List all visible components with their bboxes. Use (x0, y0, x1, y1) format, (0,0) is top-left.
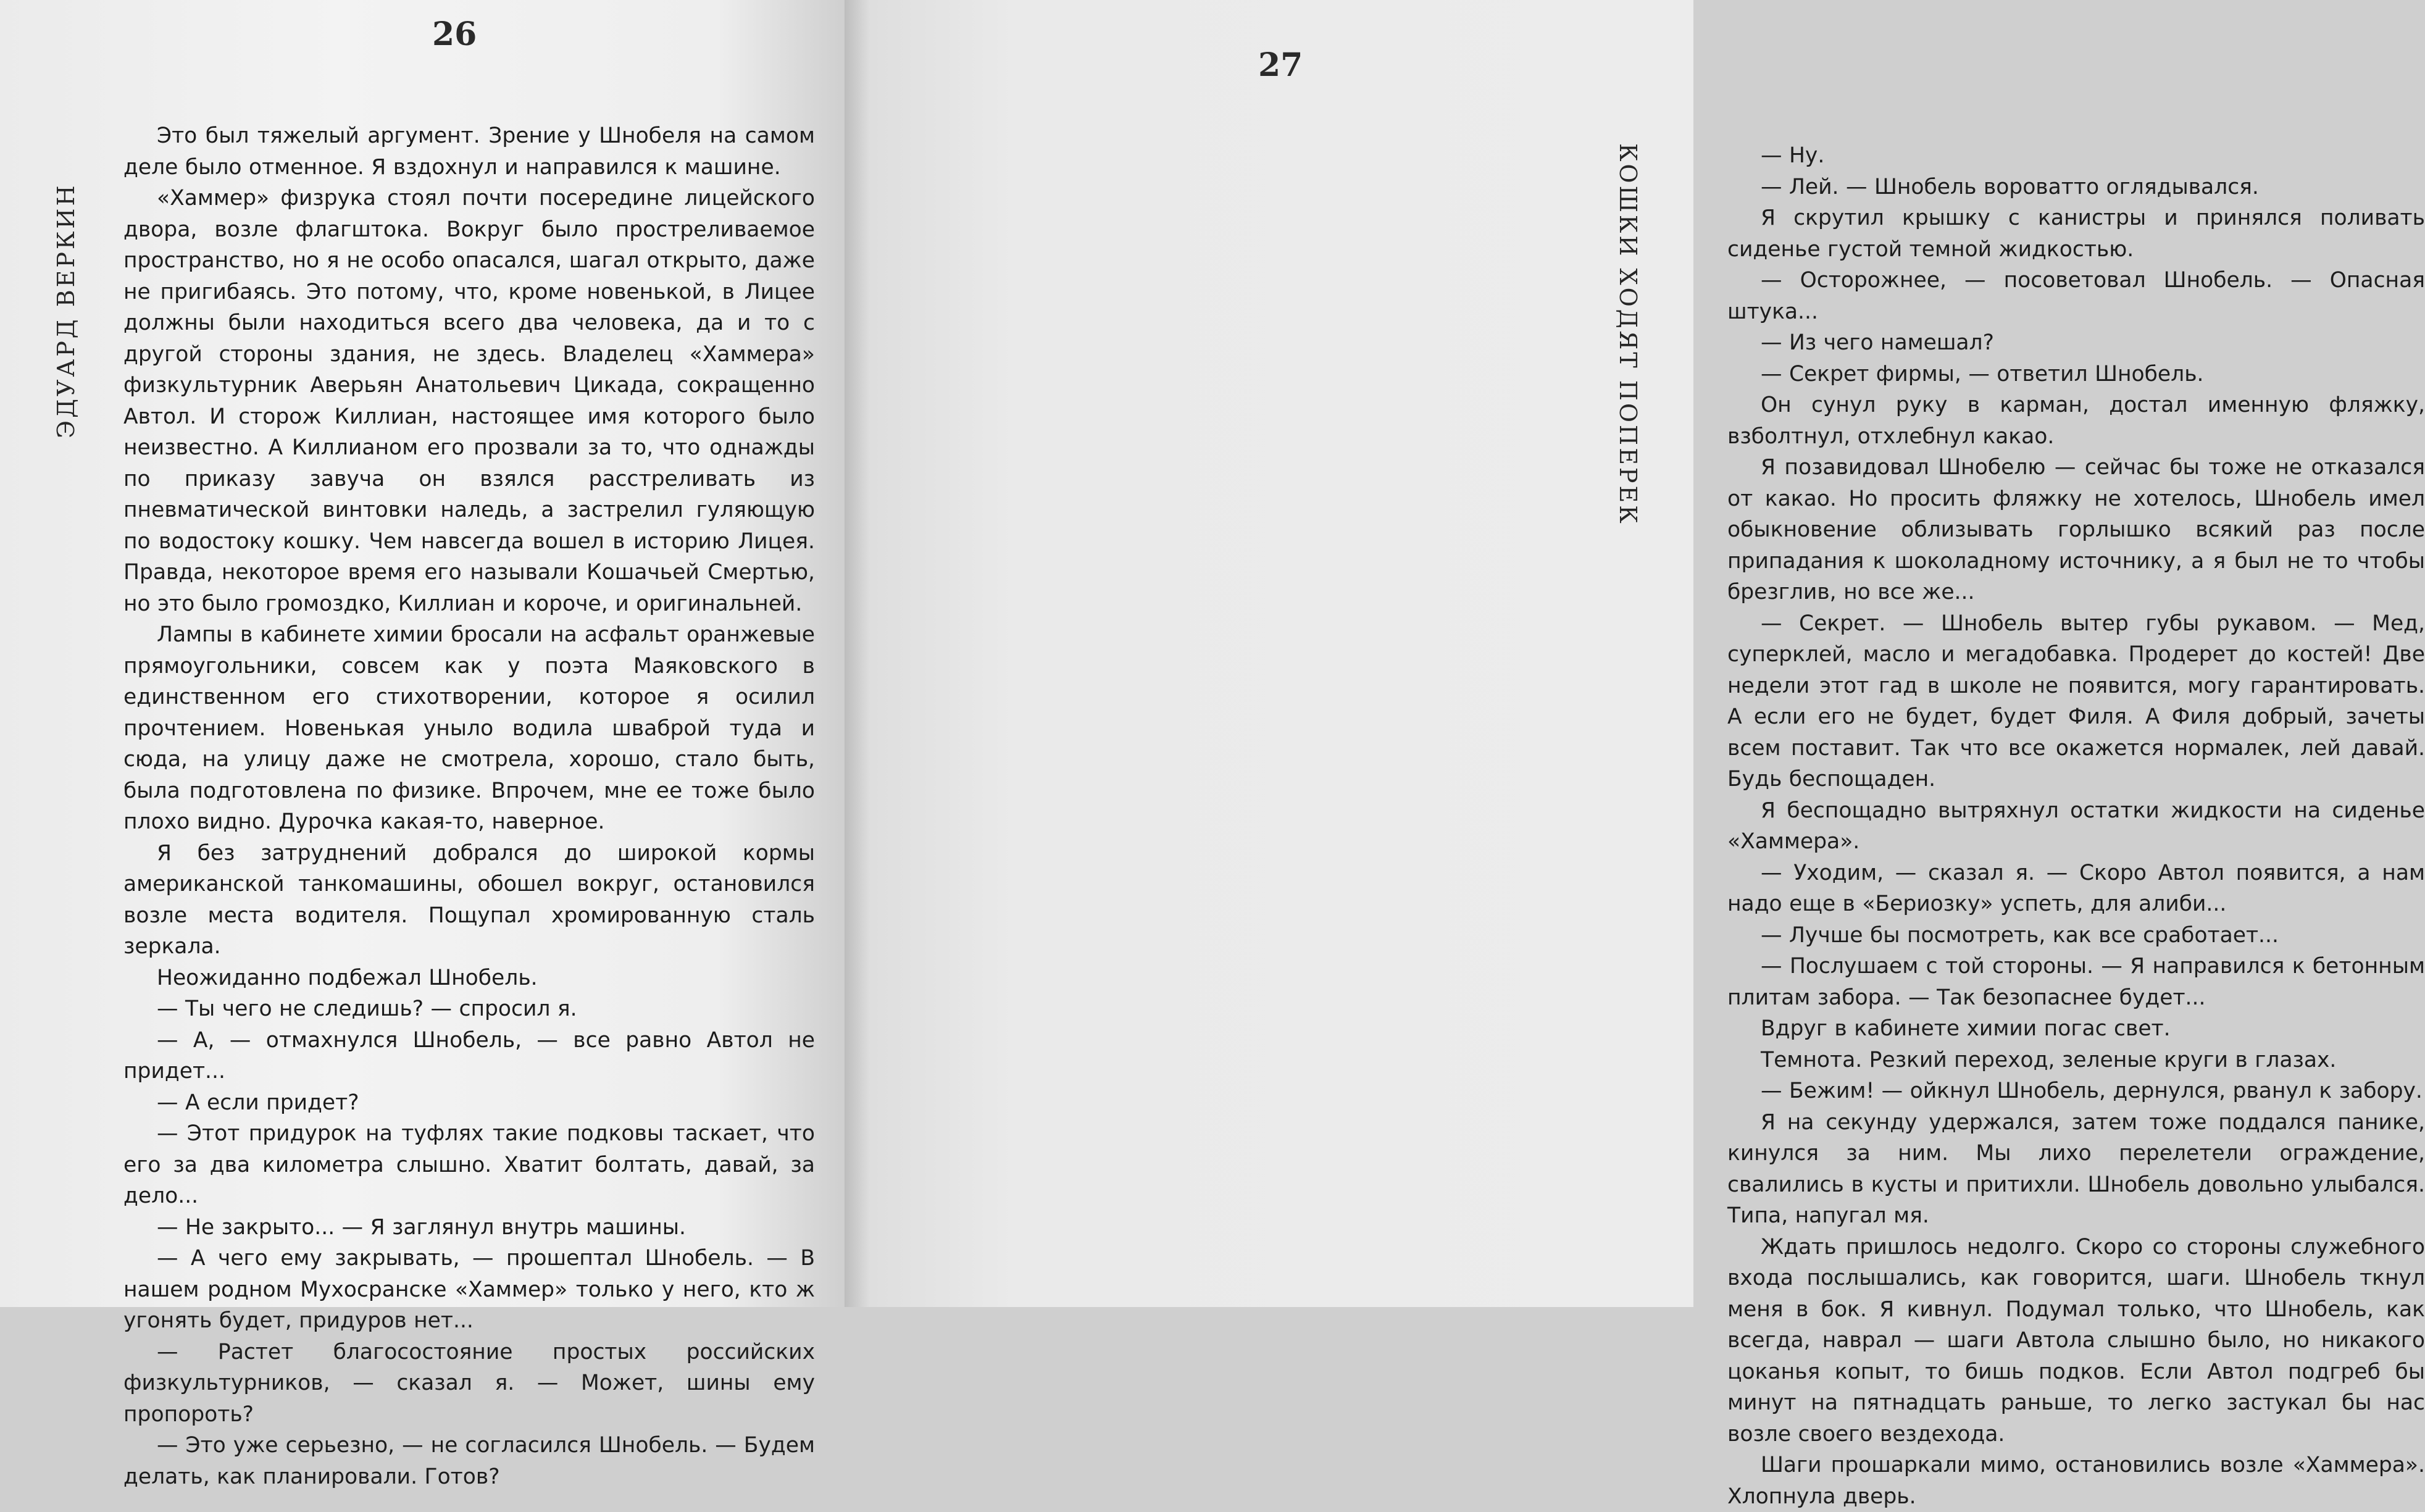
paragraph: — Бежим! — ойкнул Шнобель, дернулся, рванул к забору. (1761, 1079, 2423, 1103)
paragraph: Он сунул руку в карман, достал именную фляжку, взболтнул, отхлебнул какао. (1727, 393, 2425, 449)
running-head-author: ЭДУАРД ВЕРКИН (52, 183, 80, 438)
paragraph: — А чего ему закрывать, — прошептал Шнобель. — В нашем родном Мухосранске «Хаммер» только у него, кто ж угонять будет, придуров нет... (123, 1246, 815, 1333)
paragraph: — Из чего намешал? (1761, 330, 1994, 355)
paragraph: — Осторожнее, — посоветовал Шнобель. — Опасная штука... (1727, 268, 2425, 324)
paragraph: — А если придет? (157, 1090, 359, 1115)
paragraph: «Хаммер» физрука стоял почти посередине лицейского двора, возле флагштока. Вокруг было простреливаемое пространство, но я не особо опасался, шагал открыто, даже не пригибаясь. Это потому, что, кроме новенькой, в Лицее должны были находиться всего два человека, да и то с другой стороны здания, не здесь. Владелец «Хаммера» физкультурник Аверьян Анатольевич Цикада, сокращенно Автол. И сторож Киллиан, настоящее имя которого было неизвестно. А Киллианом его прозвали за то, что однажды по приказу завуча он взялся расстреливать из пневматической винтовки наледь, а застрелил гуляющую по водостоку кошку. Чем навсегда вошел в историю Лицея. Правда, некоторое время его называли Кошачьей Смертью, но это было громоздко, Киллиан и короче, и оригинальней. (123, 186, 815, 616)
paragraph: Я позавидовал Шнобелю — сейчас бы тоже не отказался от какао. Но просить фляжку не хотелось, Шнобель имел обыкновение облизывать горлышко всякий раз после припадания к шоколадному источнику, а я был не то чтобы брезглив, но все же... (1727, 455, 2425, 604)
left-page (0, 0, 845, 1489)
paragraph: — Послушаем с той стороны. — Я направился к бетонным плитам забора. — Так безопаснее будет... (1727, 954, 2425, 1010)
paragraph: — Лучше бы посмотреть, как все сработает... (1761, 922, 2279, 948)
paragraph: — Ты чего не следишь? — спросил я. (157, 996, 577, 1021)
paragraph: Я без затруднений добрался до широкой кормы американской танкомашины, обошел вокруг, остановился возле места водителя. Пощупал хромированную сталь зеркала. (123, 840, 815, 959)
paragraph: Вдруг в кабинете химии погас свет. (1761, 1016, 2171, 1041)
paragraph: — Ну. (1761, 143, 1825, 168)
paragraph: — Секрет фирмы, — ответил Шнобель. (1761, 361, 2204, 386)
paragraph: Это был тяжелый аргумент. Зрение у Шнобеля на самом деле было отменное. Я вздохнул и направился к машине. (123, 123, 815, 180)
paragraph: — Не закрыто... — Я заглянул внутрь машины. (157, 1214, 686, 1240)
paragraph: — А, — отмахнулся Шнобель, — все равно Автол не придет... (123, 1027, 815, 1084)
paragraph: Неожиданно подбежал Шнобель. (157, 965, 538, 990)
paragraph: — Секрет. — Шнобель вытер губы рукавом. — Мед, суперклей, масло и мегадобавка. Продерет до костей! Две недели этот гад в школе не появится, могу гарантировать. А если его не будет, будет Филя. А Филя добрый, зачеты всем поставит. Так что все окажется нормалек, лей давай. Будь беспощаден. (1727, 611, 2425, 792)
body-text-left (123, 120, 815, 1492)
paragraph: Шаги прошаркали мимо, остановились возле «Хаммера». Хлопнула дверь. (1727, 1453, 2425, 1509)
running-head-title: КОШКИ ХОДЯТ ПОПЕРЕК (1614, 143, 1642, 526)
paragraph: Я беспощадно вытряхнул остатки жидкости на сиденье «Хаммера». (1727, 798, 2425, 854)
paragraph: Темнота. Резкий переход, зеленые круги в глазах. (1761, 1047, 2337, 1072)
paragraph: Я скрутил крышку с канистры и принялся поливать сиденье густой темной жидкостью. (1727, 206, 2425, 262)
right-page (845, 0, 2425, 1509)
paragraph: Лампы в кабинете химии бросали на асфальт оранжевые прямоугольники, совсем как у поэта Маяковского в единственном его стихотворении, которое я осилил прочтением. Новенькая уныло водила шваброй туда и сюда, на улицу даже не смотрела, хорошо, стало быть, была подготовлена по физике. Впрочем, мне ее тоже было плохо видно. Дурочка какая-то, наверное. (123, 622, 815, 834)
paragraph: Я на секунду удержался, затем тоже поддался панике, кинулся за ним. Мы лихо перелетели ограждение, свалились в кусты и притихли. Шнобель довольно улыбался. Типа, напугал мя. (1727, 1109, 2425, 1228)
page-number-right: 27 (1258, 46, 1303, 84)
paragraph: — Растет благосостояние простых российских физкультурников, — сказал я. — Может, шины ему пропороть? (123, 1339, 815, 1427)
paragraph: — Уходим, — сказал я. — Скоро Автол появится, а нам надо еще в «Бериозку» успеть, для алиби... (1727, 860, 2425, 916)
page-number-left: 26 (432, 15, 477, 53)
body-text-right (1727, 140, 2425, 1512)
paragraph: Ждать пришлось недолго. Скоро со стороны служебного входа послышались, как говорится, шаги. Шнобель ткнул меня в бок. Я кивнул. Подумал только, что Шнобель, как всегда, наврал — шаги Автола слышно было, но никакого цоканья копыт, то бишь подков. Если Автол подгреб бы минут на пятнадцать раньше, то легко застукал бы нас возле своего вездехода. (1727, 1234, 2425, 1447)
paragraph: — Это уже серьезно, — не согласился Шнобель. — Будем делать, как планировали. Готов? (123, 1433, 815, 1489)
paragraph: — Этот придурок на туфлях такие подковы таскает, что его за два километра слышно. Хватит болтать, давай, за дело... (123, 1121, 815, 1208)
paragraph: — Лей. — Шнобель вороватто оглядывался. (1761, 174, 2259, 199)
